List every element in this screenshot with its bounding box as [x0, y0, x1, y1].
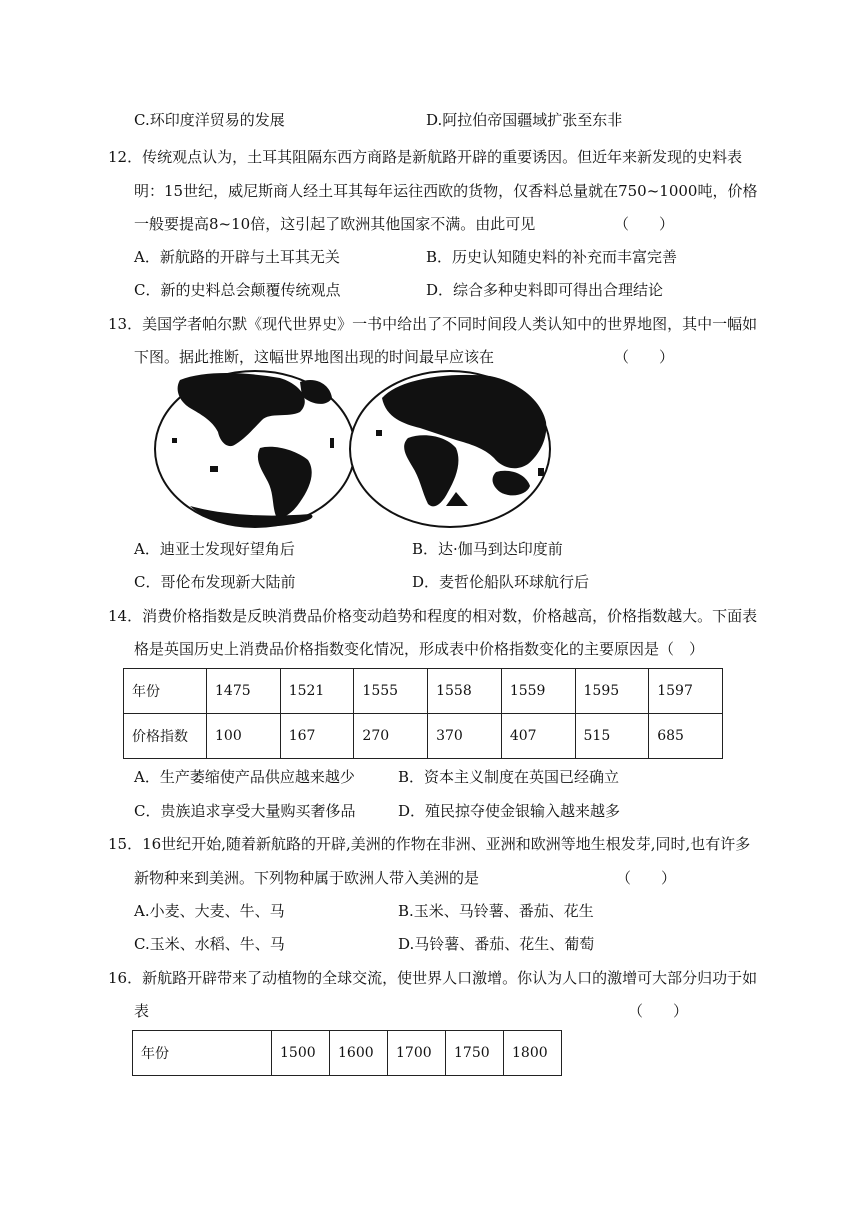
table-cell: 1595: [575, 669, 649, 714]
q14-option-b: B．资本主义制度在英国已经确立: [398, 768, 620, 786]
western-hemisphere: [155, 371, 355, 527]
q11-option-c: C.环印度洋贸易的发展: [134, 111, 285, 129]
q12-option-d: D．综合多种史料即可得出合理结论: [426, 281, 664, 299]
table-cell: 370: [428, 714, 502, 759]
table-cell: 685: [649, 714, 723, 759]
world-map-figure: [150, 368, 560, 530]
q13-option-c: C．哥伦布发现新大陆前: [134, 573, 296, 591]
table-cell: 100: [207, 714, 281, 759]
table-cell: 1750: [446, 1031, 504, 1076]
q12-stem-line1: 12．传统观点认为，土耳其阻隔东西方商路是新航路开辟的重要诱因。但近年来新发现的史料表: [108, 148, 743, 166]
q12-option-b: B．历史认知随史料的补充而丰富完善: [426, 248, 678, 266]
q14-option-d: D．殖民掠夺使金银输入越来越多: [398, 802, 621, 820]
table-cell: 1600: [330, 1031, 388, 1076]
table-cell: 1559: [501, 669, 575, 714]
q16-stem-line2: 表: [134, 1002, 150, 1020]
q11-option-d: D.阿拉伯帝国疆域扩张至东非: [426, 111, 623, 129]
table-cell: 167: [280, 714, 354, 759]
table-cell: 年份: [133, 1031, 272, 1076]
q15-stem-line1: 15．16世纪开始,随着新航路的开辟,美洲的作物在非洲、亚洲和欧洲等地生根发芽,同时,也有许多: [108, 835, 751, 853]
q14-option-c: C．贵族追求享受大量购买奢侈品: [134, 802, 356, 820]
eastern-hemisphere: [350, 371, 550, 527]
table-cell: 年份: [124, 669, 207, 714]
q12-stem-line2: 明：15世纪，威尼斯商人经土耳其每年运往西欧的货物，仅香料总量就在750~1000吨，价格: [134, 182, 758, 200]
table-row: [124, 669, 723, 714]
table-cell: 515: [575, 714, 649, 759]
q15-option-b: B.玉米、马铃薯、番茄、花生: [398, 902, 594, 920]
table-cell: 价格指数: [124, 714, 207, 759]
q13-answer-paren: （ ）: [614, 348, 675, 366]
q13-option-d: D．麦哲伦船队环球航行后: [412, 573, 590, 591]
q15-option-c: C.玉米、水稻、牛、马: [134, 935, 285, 953]
q12-option-c: C．新的史料总会颠覆传统观点: [134, 281, 341, 299]
q13-option-a: A．迪亚士发现好望角后: [134, 540, 295, 558]
q15-option-d: D.马铃薯、番茄、花生、葡萄: [398, 935, 595, 953]
q16-stem-line1: 16．新航路开辟带来了动植物的全球交流，使世界人口激增。你认为人口的激增可大部分归功于如: [108, 969, 758, 987]
q12-option-a: A．新航路的开辟与土耳其无关: [134, 248, 340, 266]
table-cell: 1500: [272, 1031, 330, 1076]
table-cell: 1555: [354, 669, 428, 714]
q12-answer-paren: （ ）: [614, 215, 675, 233]
table-cell: 1700: [388, 1031, 446, 1076]
q14-option-a: A．生产萎缩使产品供应越来越少: [134, 768, 355, 786]
table-row: [124, 714, 723, 759]
table-cell: 270: [354, 714, 428, 759]
q13-option-b: B．达·伽马到达印度前: [412, 540, 563, 558]
q14-stem-line1: 14．消费价格指数是反映消费品价格变动趋势和程度的相对数，价格越高，价格指数越大。下面表: [108, 607, 758, 625]
q12-stem-line3: 一般要提高8~10倍，这引起了欧洲其他国家不满。由此可见: [134, 215, 536, 233]
q16-population-table: [132, 1030, 562, 1076]
q15-stem-line2: 新物种来到美洲。下列物种属于欧洲人带入美洲的是: [134, 869, 480, 887]
table-cell: 1597: [649, 669, 723, 714]
world-map-image: [150, 368, 560, 530]
q15-option-a: A.小麦、大麦、牛、马: [134, 902, 285, 920]
table-row: [133, 1031, 562, 1076]
q14-stem-line2: 格是英国历史上消费品价格指数变化情况，形成表中价格指数变化的主要原因是（ ）: [134, 640, 705, 658]
q16-answer-paren: （ ）: [628, 1002, 689, 1020]
q14-price-table: [123, 668, 723, 759]
table-cell: 1521: [280, 669, 354, 714]
q13-stem-line2: 下图。据此推断，这幅世界地图出现的时间最早应该在: [134, 348, 495, 366]
q15-answer-paren: （ ）: [616, 869, 677, 887]
table-cell: 407: [501, 714, 575, 759]
q13-stem-line1: 13．美国学者帕尔默《现代世界史》一书中给出了不同时间段人类认知中的世界地图，其中一幅如: [108, 315, 758, 333]
table-cell: 1475: [207, 669, 281, 714]
table-cell: 1558: [428, 669, 502, 714]
table-cell: 1800: [504, 1031, 562, 1076]
